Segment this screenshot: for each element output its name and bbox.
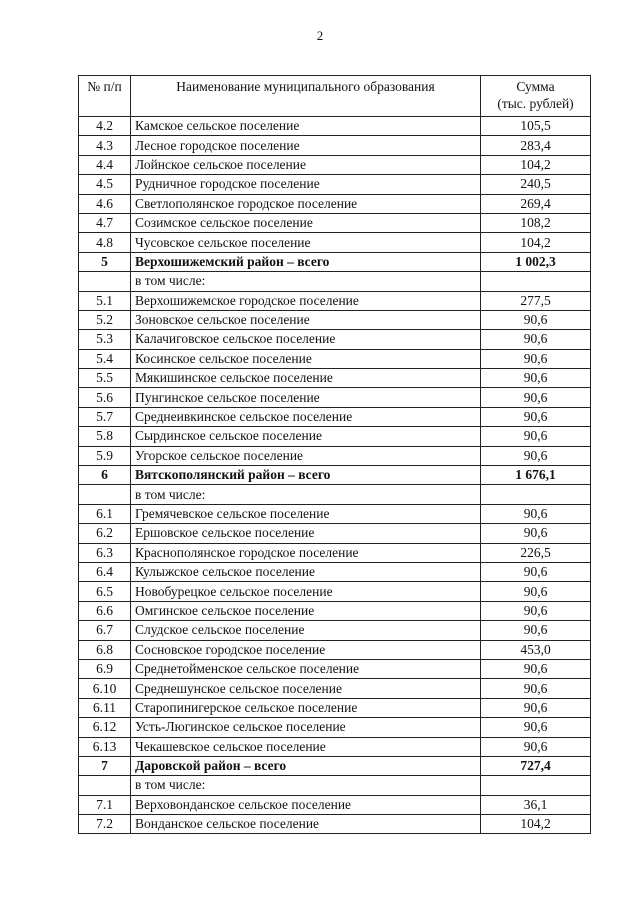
table-row xyxy=(79,795,591,814)
row-amount: 90,6 xyxy=(481,388,591,407)
row-name: Пунгинское сельское поселение xyxy=(131,388,481,407)
table-row xyxy=(79,310,591,329)
row-number: 5.4 xyxy=(79,349,131,368)
table-body xyxy=(79,117,591,834)
row-name: Краснополянское городское поселение xyxy=(131,543,481,562)
table-row xyxy=(79,562,591,581)
budget-table xyxy=(78,75,591,834)
table-row xyxy=(79,272,591,291)
table-row xyxy=(79,388,591,407)
row-name: Верховонданское сельское поселение xyxy=(131,795,481,814)
row-number: 5.7 xyxy=(79,407,131,426)
table-row xyxy=(79,175,591,194)
row-name: Камское сельское поселение xyxy=(131,117,481,136)
row-name: Калачиговское сельское поселение xyxy=(131,330,481,349)
table-row xyxy=(79,291,591,310)
row-amount: 90,6 xyxy=(481,446,591,465)
row-name: в том числе: xyxy=(131,272,481,291)
row-name: Среднешунское сельское поселение xyxy=(131,679,481,698)
row-amount: 104,2 xyxy=(481,155,591,174)
table-row xyxy=(79,679,591,698)
row-amount: 90,6 xyxy=(481,659,591,678)
row-amount xyxy=(481,485,591,504)
row-number: 6.5 xyxy=(79,582,131,601)
row-name: Сосновское городское поселение xyxy=(131,640,481,659)
row-number: 4.7 xyxy=(79,213,131,232)
row-name: Омгинское сельское поселение xyxy=(131,601,481,620)
row-name: Сырдинское сельское поселение xyxy=(131,427,481,446)
table-row xyxy=(79,233,591,252)
table-row xyxy=(79,543,591,562)
row-name: Среднеивкинское сельское поселение xyxy=(131,407,481,426)
row-amount: 104,2 xyxy=(481,233,591,252)
row-number: 6.10 xyxy=(79,679,131,698)
row-name: Чусовское сельское поселение xyxy=(131,233,481,252)
row-number: 4.4 xyxy=(79,155,131,174)
table-row xyxy=(79,194,591,213)
row-number: 5.8 xyxy=(79,427,131,446)
row-name: Лойнское сельское поселение xyxy=(131,155,481,174)
row-amount: 1 676,1 xyxy=(481,466,591,485)
row-amount: 90,6 xyxy=(481,679,591,698)
row-number: 7 xyxy=(79,756,131,775)
row-number: 7.1 xyxy=(79,795,131,814)
row-amount: 226,5 xyxy=(481,543,591,562)
district-total-row xyxy=(79,756,591,775)
row-amount: 90,6 xyxy=(481,582,591,601)
table-row xyxy=(79,504,591,523)
table-row xyxy=(79,155,591,174)
table-row xyxy=(79,369,591,388)
row-name: Среднетойменское сельское поселение xyxy=(131,659,481,678)
row-number: 5.9 xyxy=(79,446,131,465)
row-amount: 269,4 xyxy=(481,194,591,213)
row-amount: 1 002,3 xyxy=(481,252,591,271)
table-row xyxy=(79,776,591,795)
row-number: 6.12 xyxy=(79,718,131,737)
header-name: Наименование муниципального образования xyxy=(131,76,481,117)
header-row xyxy=(79,76,591,117)
row-name: Угорское сельское поселение xyxy=(131,446,481,465)
page-number: 2 xyxy=(316,28,324,43)
table-row xyxy=(79,524,591,543)
table-row xyxy=(79,621,591,640)
row-amount: 36,1 xyxy=(481,795,591,814)
row-amount: 90,6 xyxy=(481,718,591,737)
table-header xyxy=(79,76,591,117)
row-number: 5.5 xyxy=(79,369,131,388)
table-row xyxy=(79,427,591,446)
row-amount: 283,4 xyxy=(481,136,591,155)
row-amount: 90,6 xyxy=(481,427,591,446)
row-amount: 240,5 xyxy=(481,175,591,194)
row-amount: 108,2 xyxy=(481,213,591,232)
row-amount: 90,6 xyxy=(481,369,591,388)
table-row xyxy=(79,698,591,717)
row-number: 6.11 xyxy=(79,698,131,717)
row-name: Чекашевское сельское поселение xyxy=(131,737,481,756)
row-number: 5.2 xyxy=(79,310,131,329)
row-amount: 90,6 xyxy=(481,349,591,368)
table-row xyxy=(79,407,591,426)
header-amount-line2: (тыс. рублей) xyxy=(497,96,574,111)
table-row xyxy=(79,349,591,368)
row-name: Гремячевское сельское поселение xyxy=(131,504,481,523)
header-amount xyxy=(481,76,591,117)
table-row xyxy=(79,446,591,465)
row-name: Ершовское сельское поселение xyxy=(131,524,481,543)
row-number: 6.13 xyxy=(79,737,131,756)
row-name: Старопинигерское сельское поселение xyxy=(131,698,481,717)
row-number: 6.6 xyxy=(79,601,131,620)
row-amount xyxy=(481,272,591,291)
row-amount xyxy=(481,776,591,795)
row-name: Верхошижемский район – всего xyxy=(131,252,481,271)
row-name: в том числе: xyxy=(131,776,481,795)
row-number: 6.9 xyxy=(79,659,131,678)
table-row xyxy=(79,737,591,756)
row-number: 6.2 xyxy=(79,524,131,543)
row-number: 4.2 xyxy=(79,117,131,136)
row-number xyxy=(79,485,131,504)
row-name: Вонданское сельское поселение xyxy=(131,815,481,834)
row-amount: 90,6 xyxy=(481,524,591,543)
row-name: Даровской район – всего xyxy=(131,756,481,775)
row-amount: 90,6 xyxy=(481,737,591,756)
row-amount: 105,5 xyxy=(481,117,591,136)
table-row xyxy=(79,117,591,136)
header-num: № п/п xyxy=(79,76,131,117)
district-total-row xyxy=(79,252,591,271)
table-row xyxy=(79,330,591,349)
district-total-row xyxy=(79,466,591,485)
table-row xyxy=(79,718,591,737)
row-amount: 104,2 xyxy=(481,815,591,834)
table-row xyxy=(79,640,591,659)
row-amount: 90,6 xyxy=(481,310,591,329)
row-amount: 90,6 xyxy=(481,330,591,349)
table-row xyxy=(79,601,591,620)
row-number: 4.6 xyxy=(79,194,131,213)
row-name: Слудское сельское поселение xyxy=(131,621,481,640)
row-number: 6.7 xyxy=(79,621,131,640)
table-row xyxy=(79,815,591,834)
row-amount: 90,6 xyxy=(481,601,591,620)
row-amount: 453,0 xyxy=(481,640,591,659)
row-name: в том числе: xyxy=(131,485,481,504)
row-name: Созимское сельское поселение xyxy=(131,213,481,232)
table-row xyxy=(79,485,591,504)
row-amount: 277,5 xyxy=(481,291,591,310)
table-row xyxy=(79,659,591,678)
row-number: 5.1 xyxy=(79,291,131,310)
row-amount: 90,6 xyxy=(481,504,591,523)
row-number: 5.6 xyxy=(79,388,131,407)
row-amount: 90,6 xyxy=(481,621,591,640)
row-name: Светлополянское городское поселение xyxy=(131,194,481,213)
row-name: Вятскополянский район – всего xyxy=(131,466,481,485)
row-name: Новобурецкое сельское поселение xyxy=(131,582,481,601)
row-number: 6.8 xyxy=(79,640,131,659)
row-name: Кулыжское сельское поселение xyxy=(131,562,481,581)
row-name: Усть-Люгинское сельское поселение xyxy=(131,718,481,737)
header-amount-line1: Сумма xyxy=(516,79,555,94)
row-amount: 727,4 xyxy=(481,756,591,775)
row-name: Мякишинское сельское поселение xyxy=(131,369,481,388)
row-number xyxy=(79,272,131,291)
row-amount: 90,6 xyxy=(481,562,591,581)
row-number: 6.3 xyxy=(79,543,131,562)
row-name: Лесное городское поселение xyxy=(131,136,481,155)
row-number: 5 xyxy=(79,252,131,271)
row-amount: 90,6 xyxy=(481,407,591,426)
row-number: 4.3 xyxy=(79,136,131,155)
row-name: Рудничное городское поселение xyxy=(131,175,481,194)
row-number: 4.8 xyxy=(79,233,131,252)
table-row xyxy=(79,136,591,155)
table-row xyxy=(79,213,591,232)
row-number: 4.5 xyxy=(79,175,131,194)
row-number: 6.1 xyxy=(79,504,131,523)
row-number: 6 xyxy=(79,466,131,485)
row-name: Зоновское сельское поселение xyxy=(131,310,481,329)
row-name: Косинское сельское поселение xyxy=(131,349,481,368)
row-name: Верхошижемское городское поселение xyxy=(131,291,481,310)
row-number xyxy=(79,776,131,795)
row-number: 5.3 xyxy=(79,330,131,349)
row-amount: 90,6 xyxy=(481,698,591,717)
table-row xyxy=(79,582,591,601)
row-number: 6.4 xyxy=(79,562,131,581)
row-number: 7.2 xyxy=(79,815,131,834)
